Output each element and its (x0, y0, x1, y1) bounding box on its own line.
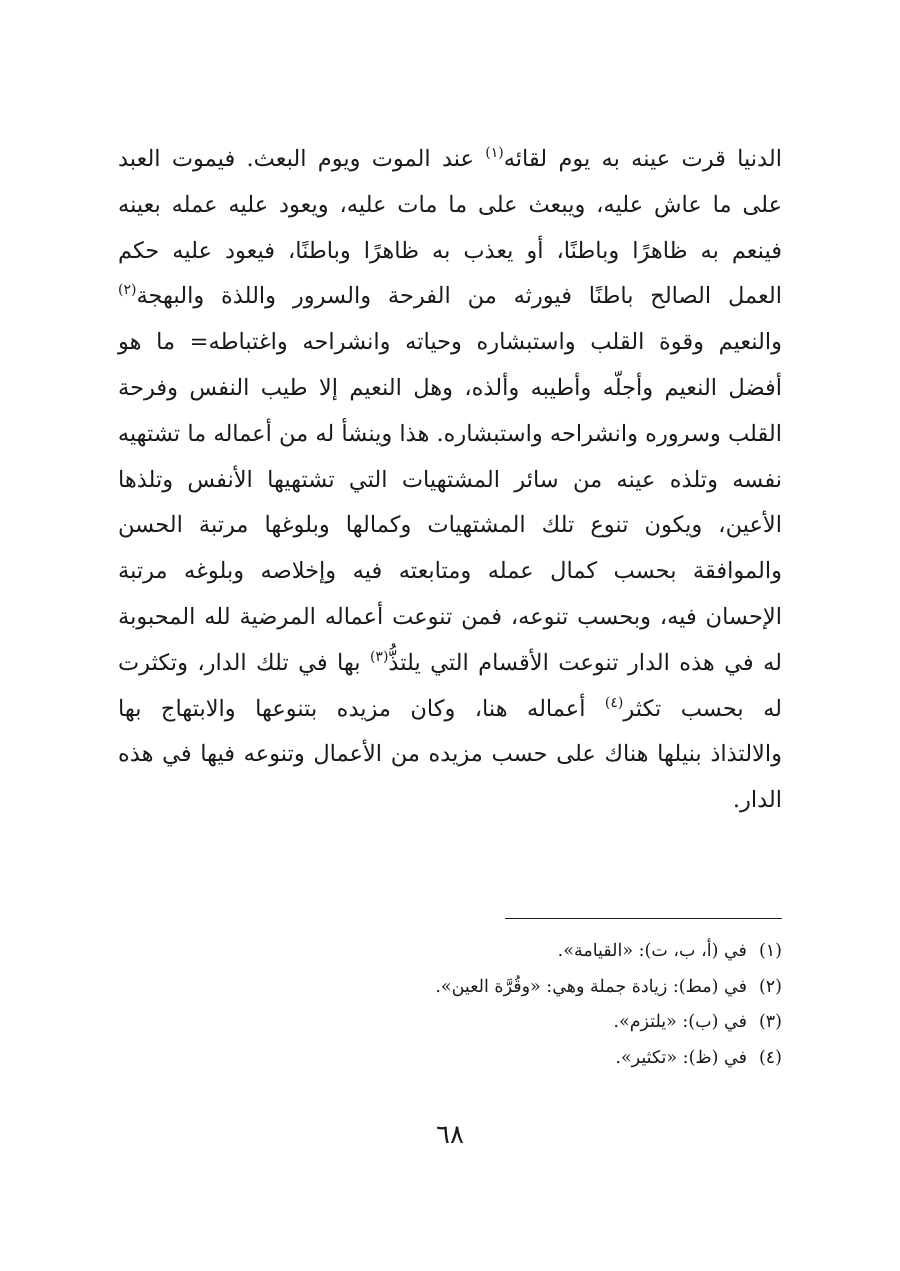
footnote-marker[interactable]: (٢) (118, 282, 137, 299)
body-text (118, 137, 782, 824)
footnote-number: (٢) (758, 976, 782, 997)
body-line: فينعم به ظاهرًا وباطنًا، أو يعذب به ظاهرًا وباطنًا، فيعود عليه حكم (118, 237, 782, 264)
body-line: والنعيم وقوة القلب واستبشاره وحياته وانشراحه واغتباطه= ما هو (118, 329, 782, 356)
body-line: القلب وسروره وانشراحه واستبشاره. هذا وينشأ له من أعماله ما تشتهيه (117, 420, 782, 447)
footnote-marker[interactable]: (٤) (604, 694, 624, 711)
footnote-marker[interactable]: (١) (485, 145, 504, 161)
body-line: الدنيا قرت عينه به يوم لقائه$^{(١)}$ عند الموت ويوم البعث. فيموت العبد (118, 145, 782, 172)
body-line: نفسه وتلذه عينه من سائر المشتهيات التي تشتهيها الأنفس وتلذها (118, 466, 782, 493)
footnote-separator (505, 918, 782, 919)
footnote-item (182, 934, 782, 970)
page-number: ٦٨ (436, 1120, 464, 1150)
body-line: الدار. (732, 787, 782, 814)
footnote-text: في (ظ): «تكثير». (615, 1047, 747, 1068)
body-line: له بحسب تكثر$^{(٤)}$ أعماله هنا، وكان مزيده بتنوعها والابتهاج بها (118, 694, 783, 722)
body-line: له في هذه الدار تنوعت الأقسام التي يلتذُّ$^{(٣)}$ بها في تلك الدار، وتكثرت (118, 648, 783, 676)
footnote-item (182, 1041, 782, 1077)
body-line: أفضل النعيم وأجلّه وأطيبه وألذه، وهل النعيم إلا طيب النفس وفرحة (118, 374, 782, 401)
footnote-item (182, 1005, 782, 1041)
footnote-item (182, 970, 782, 1006)
footnote-text: في (مط): زيادة جملة وهي: «وقُرَّة العين». (435, 976, 747, 997)
body-line: الأعين، ويكون تنوع تلك المشتهيات وكمالها وبلوغها مرتبة الحسن (118, 512, 782, 539)
footnotes (182, 934, 782, 1076)
footnote-number: (٤) (758, 1047, 782, 1068)
body-line: والموافقة بحسب كمال عمله ومتابعته فيه وإخلاصه وبلوغه مرتبة (118, 558, 782, 585)
body-line: العمل الصالح باطنًا فيورثه من الفرحة والسرور واللذة والبهجة$^{(٢)}$ (118, 282, 782, 310)
footnote-text: في (أ، ب، ت): «القيامة». (557, 941, 747, 961)
body-line: على ما عاش عليه، ويبعث على ما مات عليه، ويعود عليه عمله بعينه (118, 191, 782, 218)
footnote-marker[interactable]: (٣) (369, 648, 389, 665)
footnote-number: (١) (758, 941, 782, 961)
footnote-number: (٣) (758, 1012, 782, 1032)
body-line: والالتذاذ بنيلها هناك على حسب مزيده من الأعمال وتنوعه فيها في هذه (118, 741, 782, 768)
body-line: الإحسان فيه، وبحسب تنوعه، فمن تنوعت أعماله المرضية لله المحبوبة (118, 603, 782, 630)
footnote-text: في (ب): «يلتزم». (613, 1012, 747, 1032)
